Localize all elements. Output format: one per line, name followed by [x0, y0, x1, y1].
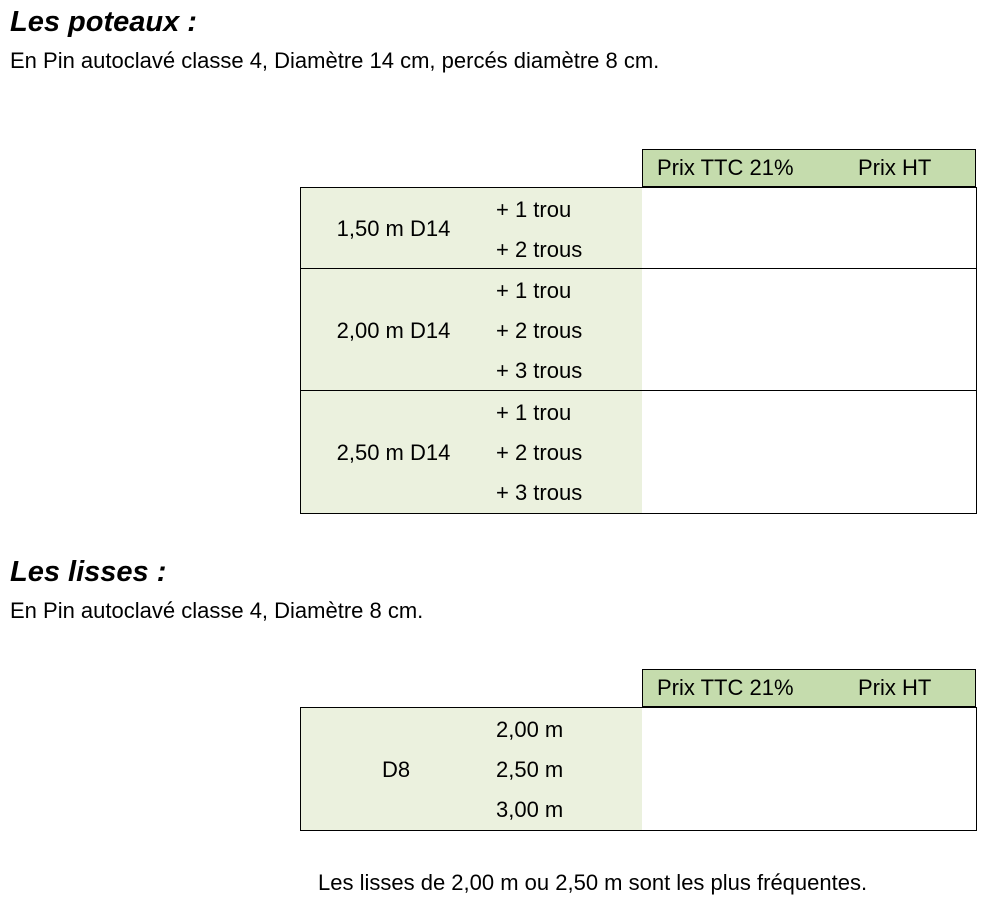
lisses-header-ht: Prix HT	[858, 675, 932, 700]
variant-item: 2,50 m	[496, 757, 564, 782]
lisses-note: Les lisses de 2,00 m ou 2,50 m sont les plus fréquentes.	[318, 870, 868, 895]
lisses-description: En Pin autoclavé classe 4, Diamètre 8 cm.	[10, 598, 424, 623]
poteaux-title: Les poteaux :	[10, 6, 197, 38]
group-name: 2,50 m D14	[336, 440, 451, 465]
variant-item: + 2 trous	[496, 237, 583, 262]
group-name: 2,00 m D14	[336, 318, 451, 343]
variant-item: 3,00 m	[496, 797, 564, 822]
poteaux-description: En Pin autoclavé classe 4, Diamètre 14 cm, percés diamètre 8 cm.	[10, 48, 660, 73]
variant-item: + 3 trous	[496, 358, 583, 383]
poteaux-header-ttc: Prix TTC 21%	[657, 155, 794, 180]
group-name: 1,50 m D14	[336, 216, 451, 241]
variant-item: + 1 trou	[496, 197, 572, 222]
variant-item: + 1 trou	[496, 278, 572, 303]
poteaux-group-2-00	[300, 268, 977, 392]
variant-item: 2,00 m	[496, 717, 564, 742]
poteaux-group-2-50	[300, 390, 977, 514]
poteaux-price-header	[642, 149, 976, 187]
lisses-price-header	[642, 669, 976, 707]
poteaux-header-ht: Prix HT	[858, 155, 932, 180]
variant-item: + 3 trous	[496, 480, 583, 505]
lisses-header-ttc: Prix TTC 21%	[657, 675, 794, 700]
variant-item: + 1 trou	[496, 400, 572, 425]
poteaux-group-1-50	[300, 187, 977, 270]
variant-item: + 2 trous	[496, 440, 583, 465]
lisses-group-d8	[300, 707, 977, 831]
lisses-title: Les lisses :	[10, 556, 167, 588]
group-name: D8	[381, 757, 411, 782]
variant-item: + 2 trous	[496, 318, 583, 343]
